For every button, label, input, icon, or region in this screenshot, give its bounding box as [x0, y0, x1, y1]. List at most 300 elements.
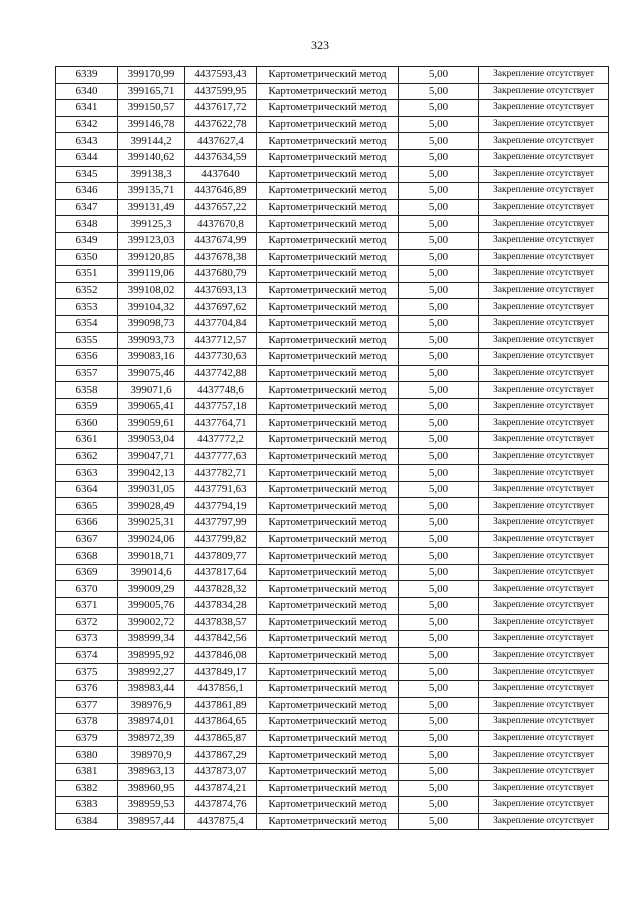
table-row — [56, 680, 609, 697]
point-number-cell: 6345 — [56, 166, 118, 183]
method-cell: Картометрический метод — [257, 697, 399, 714]
y-coordinate-cell: 4437670,8 — [185, 216, 257, 233]
y-coordinate-cell: 4437772,2 — [185, 432, 257, 449]
y-coordinate-cell: 4437748,6 — [185, 382, 257, 399]
x-coordinate-cell: 399025,31 — [118, 515, 185, 532]
point-number-cell: 6343 — [56, 133, 118, 150]
fixation-cell: Закрепление отсутствует — [479, 515, 609, 532]
method-cell: Картометрический метод — [257, 680, 399, 697]
accuracy-cell: 5,00 — [399, 315, 479, 332]
point-number-cell: 6374 — [56, 647, 118, 664]
x-coordinate-cell: 399125,3 — [118, 216, 185, 233]
table-row — [56, 598, 609, 615]
fixation-cell: Закрепление отсутствует — [479, 581, 609, 598]
table-row — [56, 266, 609, 283]
accuracy-cell: 5,00 — [399, 631, 479, 648]
y-coordinate-cell: 4437680,79 — [185, 266, 257, 283]
table-row — [56, 133, 609, 150]
x-coordinate-cell: 399018,71 — [118, 548, 185, 565]
table-row — [56, 498, 609, 515]
point-number-cell: 6371 — [56, 598, 118, 615]
point-number-cell: 6377 — [56, 697, 118, 714]
y-coordinate-cell: 4437791,63 — [185, 481, 257, 498]
y-coordinate-cell: 4437782,71 — [185, 465, 257, 482]
x-coordinate-cell: 399053,04 — [118, 432, 185, 449]
accuracy-cell: 5,00 — [399, 432, 479, 449]
x-coordinate-cell: 399075,46 — [118, 365, 185, 382]
fixation-cell: Закрепление отсутствует — [479, 183, 609, 200]
accuracy-cell: 5,00 — [399, 199, 479, 216]
point-number-cell: 6370 — [56, 581, 118, 598]
accuracy-cell: 5,00 — [399, 763, 479, 780]
method-cell: Картометрический метод — [257, 481, 399, 498]
x-coordinate-cell: 399098,73 — [118, 315, 185, 332]
fixation-cell: Закрепление отсутствует — [479, 332, 609, 349]
accuracy-cell: 5,00 — [399, 116, 479, 133]
y-coordinate-cell: 4437634,59 — [185, 149, 257, 166]
fixation-cell: Закрепление отсутствует — [479, 282, 609, 299]
point-number-cell: 6372 — [56, 614, 118, 631]
x-coordinate-cell: 399150,57 — [118, 100, 185, 117]
fixation-cell: Закрепление отсутствует — [479, 365, 609, 382]
x-coordinate-cell: 399093,73 — [118, 332, 185, 349]
x-coordinate-cell: 398960,95 — [118, 780, 185, 797]
point-number-cell: 6358 — [56, 382, 118, 399]
method-cell: Картометрический метод — [257, 747, 399, 764]
fixation-cell: Закрепление отсутствует — [479, 631, 609, 648]
point-number-cell: 6346 — [56, 183, 118, 200]
table-row — [56, 813, 609, 830]
y-coordinate-cell: 4437730,63 — [185, 349, 257, 366]
accuracy-cell: 5,00 — [399, 216, 479, 233]
accuracy-cell: 5,00 — [399, 714, 479, 731]
accuracy-cell: 5,00 — [399, 614, 479, 631]
x-coordinate-cell: 398995,92 — [118, 647, 185, 664]
accuracy-cell: 5,00 — [399, 166, 479, 183]
y-coordinate-cell: 4437797,99 — [185, 515, 257, 532]
y-coordinate-cell: 4437874,76 — [185, 797, 257, 814]
table-row — [56, 332, 609, 349]
accuracy-cell: 5,00 — [399, 730, 479, 747]
fixation-cell: Закрепление отсутствует — [479, 780, 609, 797]
x-coordinate-cell: 398976,9 — [118, 697, 185, 714]
x-coordinate-cell: 399009,29 — [118, 581, 185, 598]
table-row — [56, 531, 609, 548]
point-number-cell: 6378 — [56, 714, 118, 731]
accuracy-cell: 5,00 — [399, 282, 479, 299]
method-cell: Картометрический метод — [257, 282, 399, 299]
fixation-cell: Закрепление отсутствует — [479, 199, 609, 216]
point-number-cell: 6364 — [56, 481, 118, 498]
method-cell: Картометрический метод — [257, 365, 399, 382]
fixation-cell: Закрепление отсутствует — [479, 481, 609, 498]
y-coordinate-cell: 4437764,71 — [185, 415, 257, 432]
y-coordinate-cell: 4437799,82 — [185, 531, 257, 548]
accuracy-cell: 5,00 — [399, 498, 479, 515]
y-coordinate-cell: 4437640 — [185, 166, 257, 183]
accuracy-cell: 5,00 — [399, 249, 479, 266]
x-coordinate-cell: 399144,2 — [118, 133, 185, 150]
accuracy-cell: 5,00 — [399, 664, 479, 681]
fixation-cell: Закрепление отсутствует — [479, 763, 609, 780]
method-cell: Картометрический метод — [257, 531, 399, 548]
accuracy-cell: 5,00 — [399, 183, 479, 200]
x-coordinate-cell: 399002,72 — [118, 614, 185, 631]
method-cell: Картометрический метод — [257, 398, 399, 415]
x-coordinate-cell: 399170,99 — [118, 67, 185, 84]
point-number-cell: 6340 — [56, 83, 118, 100]
accuracy-cell: 5,00 — [399, 515, 479, 532]
accuracy-cell: 5,00 — [399, 680, 479, 697]
y-coordinate-cell: 4437875,4 — [185, 813, 257, 830]
y-coordinate-cell: 4437846,08 — [185, 647, 257, 664]
fixation-cell: Закрепление отсутствует — [479, 548, 609, 565]
accuracy-cell: 5,00 — [399, 149, 479, 166]
table-row — [56, 564, 609, 581]
method-cell: Картометрический метод — [257, 232, 399, 249]
x-coordinate-cell: 399031,05 — [118, 481, 185, 498]
method-cell: Картометрический метод — [257, 465, 399, 482]
y-coordinate-cell: 4437646,89 — [185, 183, 257, 200]
x-coordinate-cell: 399140,62 — [118, 149, 185, 166]
fixation-cell: Закрепление отсутствует — [479, 448, 609, 465]
method-cell: Картометрический метод — [257, 581, 399, 598]
table-body — [56, 67, 609, 830]
method-cell: Картометрический метод — [257, 448, 399, 465]
accuracy-cell: 5,00 — [399, 813, 479, 830]
x-coordinate-cell: 399120,85 — [118, 249, 185, 266]
y-coordinate-cell: 4437693,13 — [185, 282, 257, 299]
table-row — [56, 315, 609, 332]
table-row — [56, 415, 609, 432]
accuracy-cell: 5,00 — [399, 415, 479, 432]
method-cell: Картометрический метод — [257, 714, 399, 731]
fixation-cell: Закрепление отсутствует — [479, 647, 609, 664]
point-number-cell: 6339 — [56, 67, 118, 84]
accuracy-cell: 5,00 — [399, 780, 479, 797]
point-number-cell: 6341 — [56, 100, 118, 117]
table-row — [56, 465, 609, 482]
point-number-cell: 6359 — [56, 398, 118, 415]
point-number-cell: 6375 — [56, 664, 118, 681]
fixation-cell: Закрепление отсутствует — [479, 133, 609, 150]
fixation-cell: Закрепление отсутствует — [479, 415, 609, 432]
method-cell: Картометрический метод — [257, 166, 399, 183]
y-coordinate-cell: 4437873,07 — [185, 763, 257, 780]
x-coordinate-cell: 398970,9 — [118, 747, 185, 764]
y-coordinate-cell: 4437697,62 — [185, 299, 257, 316]
point-number-cell: 6380 — [56, 747, 118, 764]
point-number-cell: 6369 — [56, 564, 118, 581]
point-number-cell: 6367 — [56, 531, 118, 548]
accuracy-cell: 5,00 — [399, 83, 479, 100]
fixation-cell: Закрепление отсутствует — [479, 349, 609, 366]
point-number-cell: 6361 — [56, 432, 118, 449]
x-coordinate-cell: 399108,02 — [118, 282, 185, 299]
table-row — [56, 116, 609, 133]
fixation-cell: Закрепление отсутствует — [479, 83, 609, 100]
x-coordinate-cell: 399005,76 — [118, 598, 185, 615]
accuracy-cell: 5,00 — [399, 581, 479, 598]
x-coordinate-cell: 399135,71 — [118, 183, 185, 200]
y-coordinate-cell: 4437657,22 — [185, 199, 257, 216]
x-coordinate-cell: 399138,3 — [118, 166, 185, 183]
x-coordinate-cell: 399119,06 — [118, 266, 185, 283]
point-number-cell: 6383 — [56, 797, 118, 814]
x-coordinate-cell: 398999,34 — [118, 631, 185, 648]
table-row — [56, 365, 609, 382]
accuracy-cell: 5,00 — [399, 697, 479, 714]
accuracy-cell: 5,00 — [399, 365, 479, 382]
table-row — [56, 349, 609, 366]
y-coordinate-cell: 4437828,32 — [185, 581, 257, 598]
point-number-cell: 6353 — [56, 299, 118, 316]
y-coordinate-cell: 4437856,1 — [185, 680, 257, 697]
y-coordinate-cell: 4437599,95 — [185, 83, 257, 100]
fixation-cell: Закрепление отсутствует — [479, 266, 609, 283]
y-coordinate-cell: 4437865,87 — [185, 730, 257, 747]
table-row — [56, 448, 609, 465]
table-row — [56, 614, 609, 631]
method-cell: Картометрический метод — [257, 382, 399, 399]
y-coordinate-cell: 4437867,29 — [185, 747, 257, 764]
accuracy-cell: 5,00 — [399, 266, 479, 283]
accuracy-cell: 5,00 — [399, 332, 479, 349]
method-cell: Картометрический метод — [257, 332, 399, 349]
x-coordinate-cell: 398983,44 — [118, 680, 185, 697]
accuracy-cell: 5,00 — [399, 531, 479, 548]
point-number-cell: 6382 — [56, 780, 118, 797]
method-cell: Картометрический метод — [257, 315, 399, 332]
y-coordinate-cell: 4437757,18 — [185, 398, 257, 415]
table-row — [56, 232, 609, 249]
method-cell: Картометрический метод — [257, 730, 399, 747]
point-number-cell: 6365 — [56, 498, 118, 515]
method-cell: Картометрический метод — [257, 564, 399, 581]
point-number-cell: 6342 — [56, 116, 118, 133]
accuracy-cell: 5,00 — [399, 747, 479, 764]
point-number-cell: 6363 — [56, 465, 118, 482]
method-cell: Картометрический метод — [257, 415, 399, 432]
point-number-cell: 6362 — [56, 448, 118, 465]
table-row — [56, 382, 609, 399]
coordinates-table — [55, 66, 609, 830]
fixation-cell: Закрепление отсутствует — [479, 432, 609, 449]
table-row — [56, 166, 609, 183]
y-coordinate-cell: 4437834,28 — [185, 598, 257, 615]
x-coordinate-cell: 399131,49 — [118, 199, 185, 216]
table-row — [56, 67, 609, 84]
table-row — [56, 282, 609, 299]
method-cell: Картометрический метод — [257, 763, 399, 780]
fixation-cell: Закрепление отсутствует — [479, 714, 609, 731]
method-cell: Картометрический метод — [257, 133, 399, 150]
fixation-cell: Закрепление отсутствует — [479, 498, 609, 515]
y-coordinate-cell: 4437842,56 — [185, 631, 257, 648]
method-cell: Картометрический метод — [257, 631, 399, 648]
fixation-cell: Закрепление отсутствует — [479, 598, 609, 615]
point-number-cell: 6357 — [56, 365, 118, 382]
accuracy-cell: 5,00 — [399, 448, 479, 465]
x-coordinate-cell: 399146,78 — [118, 116, 185, 133]
x-coordinate-cell: 398957,44 — [118, 813, 185, 830]
table-row — [56, 249, 609, 266]
fixation-cell: Закрепление отсутствует — [479, 67, 609, 84]
method-cell: Картометрический метод — [257, 299, 399, 316]
fixation-cell: Закрепление отсутствует — [479, 664, 609, 681]
x-coordinate-cell: 399059,61 — [118, 415, 185, 432]
table-row — [56, 697, 609, 714]
point-number-cell: 6381 — [56, 763, 118, 780]
x-coordinate-cell: 399047,71 — [118, 448, 185, 465]
accuracy-cell: 5,00 — [399, 797, 479, 814]
y-coordinate-cell: 4437617,72 — [185, 100, 257, 117]
fixation-cell: Закрепление отсутствует — [479, 382, 609, 399]
method-cell: Картометрический метод — [257, 266, 399, 283]
table-row — [56, 199, 609, 216]
table-row — [56, 398, 609, 415]
y-coordinate-cell: 4437861,89 — [185, 697, 257, 714]
accuracy-cell: 5,00 — [399, 67, 479, 84]
x-coordinate-cell: 398972,39 — [118, 730, 185, 747]
method-cell: Картометрический метод — [257, 813, 399, 830]
fixation-cell: Закрепление отсутствует — [479, 216, 609, 233]
y-coordinate-cell: 4437742,88 — [185, 365, 257, 382]
y-coordinate-cell: 4437712,57 — [185, 332, 257, 349]
y-coordinate-cell: 4437874,21 — [185, 780, 257, 797]
fixation-cell: Закрепление отсутствует — [479, 531, 609, 548]
y-coordinate-cell: 4437794,19 — [185, 498, 257, 515]
fixation-cell: Закрепление отсутствует — [479, 797, 609, 814]
method-cell: Картометрический метод — [257, 183, 399, 200]
x-coordinate-cell: 398959,53 — [118, 797, 185, 814]
point-number-cell: 6352 — [56, 282, 118, 299]
accuracy-cell: 5,00 — [399, 299, 479, 316]
y-coordinate-cell: 4437777,63 — [185, 448, 257, 465]
fixation-cell: Закрепление отсутствует — [479, 564, 609, 581]
fixation-cell: Закрепление отсутствует — [479, 680, 609, 697]
x-coordinate-cell: 399123,03 — [118, 232, 185, 249]
table-row — [56, 100, 609, 117]
table-row — [56, 747, 609, 764]
method-cell: Картометрический метод — [257, 498, 399, 515]
x-coordinate-cell: 399083,16 — [118, 349, 185, 366]
fixation-cell: Закрепление отсутствует — [479, 398, 609, 415]
point-number-cell: 6373 — [56, 631, 118, 648]
table-row — [56, 714, 609, 731]
method-cell: Картометрический метод — [257, 249, 399, 266]
accuracy-cell: 5,00 — [399, 232, 479, 249]
y-coordinate-cell: 4437864,65 — [185, 714, 257, 731]
method-cell: Картометрический метод — [257, 116, 399, 133]
fixation-cell: Закрепление отсутствует — [479, 149, 609, 166]
accuracy-cell: 5,00 — [399, 465, 479, 482]
method-cell: Картометрический метод — [257, 614, 399, 631]
fixation-cell: Закрепление отсутствует — [479, 315, 609, 332]
y-coordinate-cell: 4437674,99 — [185, 232, 257, 249]
fixation-cell: Закрепление отсутствует — [479, 730, 609, 747]
table-row — [56, 647, 609, 664]
table-row — [56, 548, 609, 565]
x-coordinate-cell: 399165,71 — [118, 83, 185, 100]
accuracy-cell: 5,00 — [399, 647, 479, 664]
fixation-cell: Закрепление отсутствует — [479, 747, 609, 764]
method-cell: Картометрический метод — [257, 432, 399, 449]
fixation-cell: Закрепление отсутствует — [479, 232, 609, 249]
table-row — [56, 763, 609, 780]
x-coordinate-cell: 399104,32 — [118, 299, 185, 316]
point-number-cell: 6368 — [56, 548, 118, 565]
table-row — [56, 631, 609, 648]
x-coordinate-cell: 398974,01 — [118, 714, 185, 731]
table-row — [56, 780, 609, 797]
table-row — [56, 299, 609, 316]
point-number-cell: 6355 — [56, 332, 118, 349]
fixation-cell: Закрепление отсутствует — [479, 299, 609, 316]
method-cell: Картометрический метод — [257, 149, 399, 166]
fixation-cell: Закрепление отсутствует — [479, 465, 609, 482]
table-row — [56, 581, 609, 598]
accuracy-cell: 5,00 — [399, 564, 479, 581]
y-coordinate-cell: 4437593,43 — [185, 67, 257, 84]
accuracy-cell: 5,00 — [399, 382, 479, 399]
x-coordinate-cell: 399014,6 — [118, 564, 185, 581]
fixation-cell: Закрепление отсутствует — [479, 813, 609, 830]
table-row — [56, 515, 609, 532]
y-coordinate-cell: 4437704,84 — [185, 315, 257, 332]
x-coordinate-cell: 399042,13 — [118, 465, 185, 482]
method-cell: Картометрический метод — [257, 548, 399, 565]
point-number-cell: 6348 — [56, 216, 118, 233]
accuracy-cell: 5,00 — [399, 100, 479, 117]
x-coordinate-cell: 399065,41 — [118, 398, 185, 415]
method-cell: Картометрический метод — [257, 349, 399, 366]
table-row — [56, 83, 609, 100]
method-cell: Картометрический метод — [257, 647, 399, 664]
table-row — [56, 183, 609, 200]
table-row — [56, 481, 609, 498]
table-row — [56, 149, 609, 166]
table-row — [56, 216, 609, 233]
y-coordinate-cell: 4437627,4 — [185, 133, 257, 150]
method-cell: Картометрический метод — [257, 199, 399, 216]
y-coordinate-cell: 4437849,17 — [185, 664, 257, 681]
method-cell: Картометрический метод — [257, 515, 399, 532]
accuracy-cell: 5,00 — [399, 548, 479, 565]
x-coordinate-cell: 398963,13 — [118, 763, 185, 780]
y-coordinate-cell: 4437838,57 — [185, 614, 257, 631]
method-cell: Картометрический метод — [257, 797, 399, 814]
page-number: 323 — [311, 38, 329, 52]
fixation-cell: Закрепление отсутствует — [479, 249, 609, 266]
point-number-cell: 6379 — [56, 730, 118, 747]
fixation-cell: Закрепление отсутствует — [479, 116, 609, 133]
method-cell: Картометрический метод — [257, 83, 399, 100]
point-number-cell: 6384 — [56, 813, 118, 830]
point-number-cell: 6347 — [56, 199, 118, 216]
fixation-cell: Закрепление отсутствует — [479, 697, 609, 714]
accuracy-cell: 5,00 — [399, 598, 479, 615]
point-number-cell: 6349 — [56, 232, 118, 249]
method-cell: Картометрический метод — [257, 67, 399, 84]
method-cell: Картометрический метод — [257, 100, 399, 117]
point-number-cell: 6356 — [56, 349, 118, 366]
point-number-cell: 6354 — [56, 315, 118, 332]
method-cell: Картометрический метод — [257, 598, 399, 615]
y-coordinate-cell: 4437809,77 — [185, 548, 257, 565]
table-row — [56, 664, 609, 681]
point-number-cell: 6366 — [56, 515, 118, 532]
